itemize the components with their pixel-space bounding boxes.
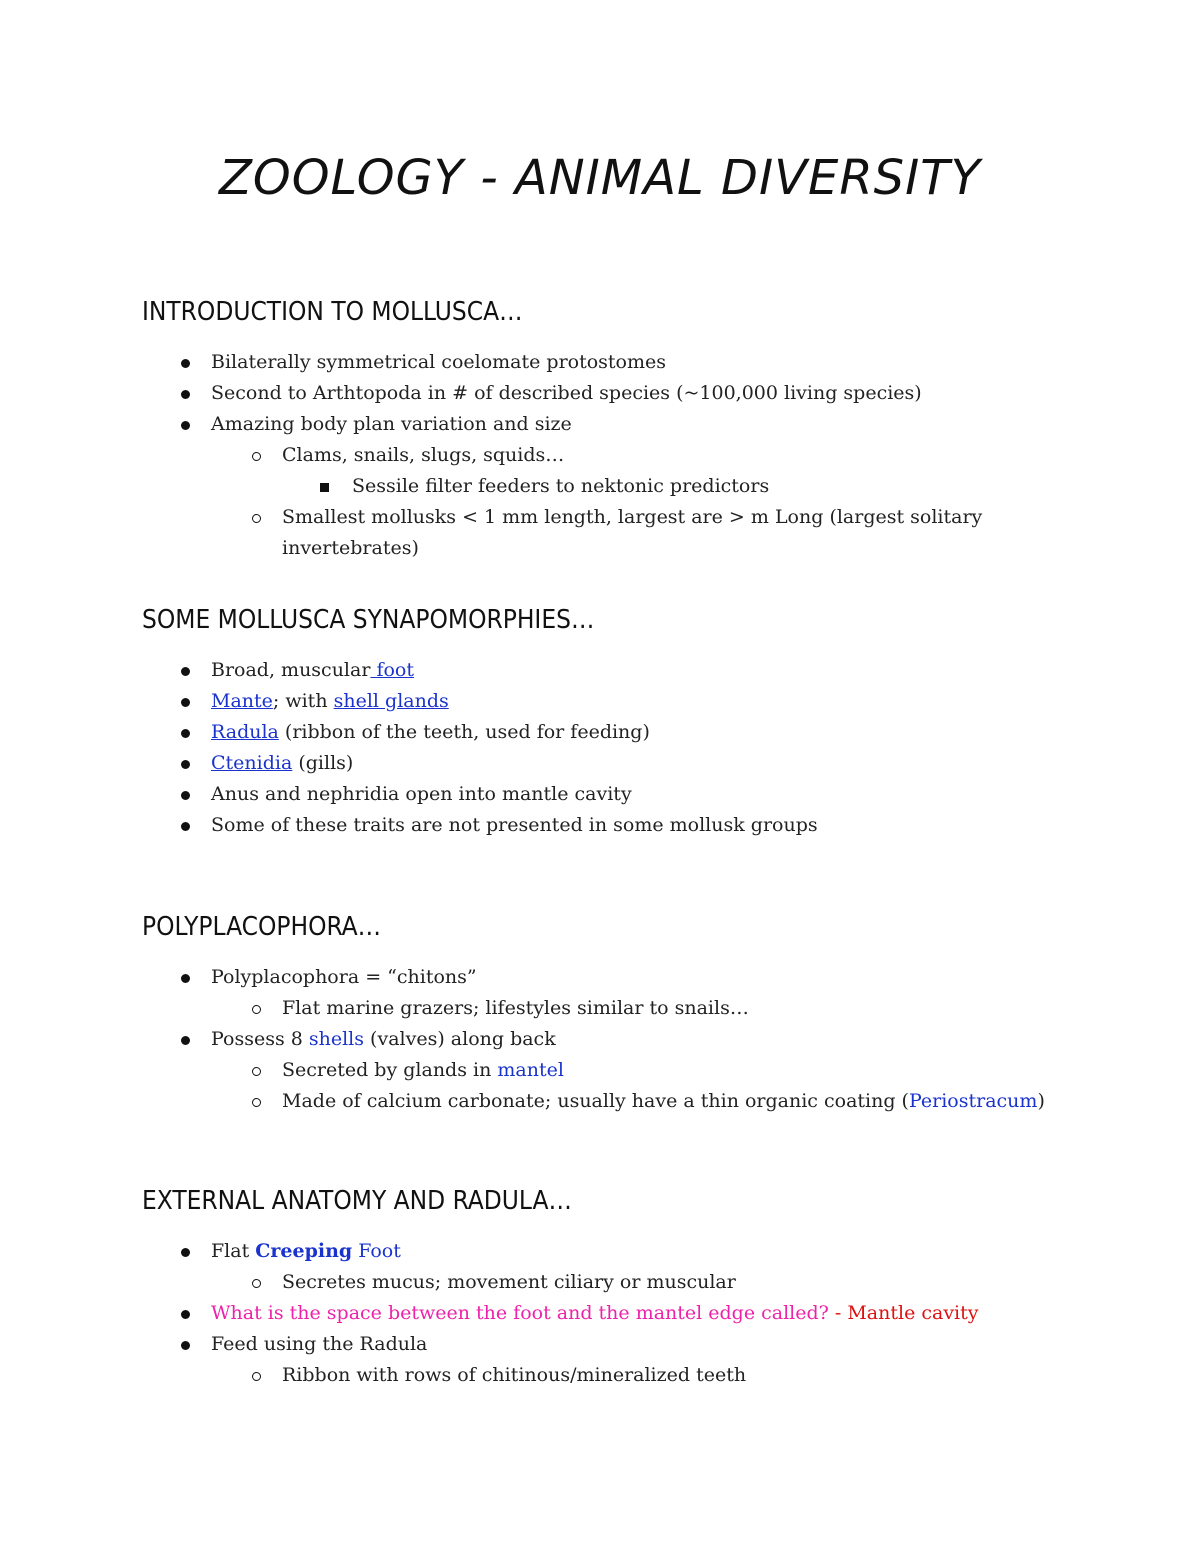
disc-bullet-icon <box>178 962 198 993</box>
circle-bullet-icon <box>249 993 269 1024</box>
bullet-list <box>142 1236 1142 1391</box>
circle-bullet-icon <box>249 1055 269 1086</box>
list-item: Amazing body plan variation and size <box>142 409 1142 440</box>
bullet-list <box>142 347 1142 564</box>
disc-bullet-icon <box>178 779 198 810</box>
circle-bullet-icon <box>249 1360 269 1391</box>
list-item: Ribbon with rows of chitinous/mineralized teeth <box>142 1360 1142 1391</box>
circle-bullet-icon <box>249 502 269 533</box>
list-item: Flat Creeping Foot <box>142 1236 1142 1267</box>
disc-bullet-icon <box>178 1024 198 1055</box>
list-item <box>142 1298 1142 1329</box>
circle-bullet-icon <box>249 1086 269 1117</box>
list-item: Possess 8 shells (valves) along back <box>142 1024 1142 1055</box>
list-item: Broad, muscular foot <box>142 655 1142 686</box>
list-item-continuation: invertebrates) <box>282 537 419 559</box>
foot-term: Foot <box>352 1240 401 1262</box>
list-item: Secretes mucus; movement ciliary or muscular <box>142 1267 1142 1298</box>
disc-bullet-icon <box>178 1236 198 1267</box>
disc-bullet-icon <box>178 378 198 409</box>
list-item: Anus and nephridia open into mantle cavity <box>142 779 1142 810</box>
list-item: Ctenidia (gills) <box>142 748 1142 779</box>
periostracum-term: Periostracum <box>908 1090 1038 1112</box>
mante-link[interactable]: Mante <box>211 690 273 712</box>
disc-bullet-icon <box>178 347 198 378</box>
section-heading: EXTERNAL ANATOMY AND RADULA… <box>142 1186 572 1216</box>
bullet-list <box>142 962 1142 1117</box>
list-item: Polyplacophora = “chitons” <box>142 962 1142 993</box>
disc-bullet-icon <box>178 655 198 686</box>
list-item: Bilaterally symmetrical coelomate protostomes <box>142 347 1142 378</box>
radula-link[interactable]: Radula <box>211 721 279 743</box>
answer-text: - Mantle cavity <box>828 1302 979 1324</box>
disc-bullet-icon <box>178 1298 198 1329</box>
disc-bullet-icon <box>178 1329 198 1360</box>
section-polyplacophora <box>142 908 1142 1117</box>
circle-bullet-icon <box>249 1267 269 1298</box>
list-item: Second to Arthtopoda in # of described species (~100,000 living species) <box>142 378 1142 409</box>
ctenidia-link[interactable]: Ctenidia <box>211 752 293 774</box>
list-item: Clams, snails, slugs, squids… <box>142 440 1142 471</box>
section-heading: SOME MOLLUSCA SYNAPOMORPHIES… <box>142 605 595 635</box>
page-title: ZOOLOGY - ANIMAL DIVERSITY <box>219 150 981 206</box>
section-external-anatomy <box>142 1182 1142 1391</box>
section-heading: POLYPLACOPHORA… <box>142 912 382 942</box>
list-item: Flat marine grazers; lifestyles similar to snails… <box>142 993 1142 1024</box>
disc-bullet-icon <box>178 686 198 717</box>
list-item: Feed using the Radula <box>142 1329 1142 1360</box>
disc-bullet-icon <box>178 748 198 779</box>
question-text: What is the space between the foot and the mantel edge called? <box>211 1302 829 1324</box>
section-synapomorphies <box>142 601 1142 841</box>
list-item: Mante; with shell glands <box>142 686 1142 717</box>
creeping-term: Creeping <box>255 1240 353 1262</box>
mantel-term: mantel <box>497 1059 564 1081</box>
square-bullet-icon <box>317 471 337 502</box>
list-item: Some of these traits are not presented in some mollusk groups <box>142 810 1142 841</box>
section-heading: INTRODUCTION TO MOLLUSCA… <box>142 297 523 327</box>
disc-bullet-icon <box>178 810 198 841</box>
shells-term: shells <box>308 1028 365 1050</box>
bullet-list <box>142 655 1142 841</box>
list-item: Smallest mollusks < 1 mm length, largest are > m Long (largest solitary <box>142 502 1142 533</box>
list-item: Radula (ribbon of the teeth, used for feeding) <box>142 717 1142 748</box>
list-item: Secreted by glands in mantel <box>142 1055 1142 1086</box>
list-item: Sessile filter feeders to nektonic predictors <box>142 471 1142 502</box>
section-introduction <box>142 293 1142 564</box>
disc-bullet-icon <box>178 409 198 440</box>
list-item: Made of calcium carbonate; usually have a thin organic coating (Periostracum) <box>142 1086 1142 1117</box>
disc-bullet-icon <box>178 717 198 748</box>
circle-bullet-icon <box>249 440 269 471</box>
foot-link[interactable]: foot <box>370 659 415 681</box>
shell-glands-link[interactable]: shell glands <box>333 690 449 712</box>
